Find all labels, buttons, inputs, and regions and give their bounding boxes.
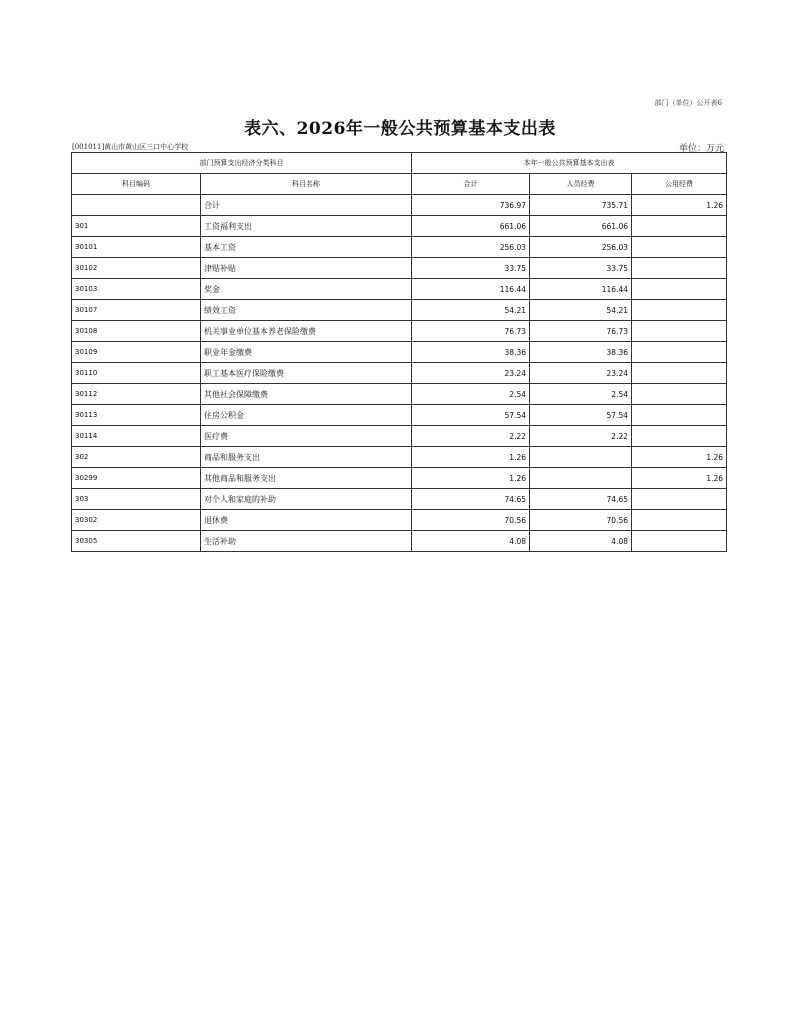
cell-personnel: 4.08 — [530, 531, 632, 552]
group-header-classification: 部门预算支出经济分类科目 — [72, 153, 412, 174]
cell-code: 30113 — [72, 405, 201, 426]
cell-public — [632, 321, 727, 342]
cell-personnel: 116.44 — [530, 279, 632, 300]
page-title: 表六、2026年一般公共预算基本支出表 — [244, 119, 556, 139]
cell-total: 23.24 — [412, 363, 530, 384]
table-row — [72, 468, 727, 489]
column-header-name: 科目名称 — [201, 174, 412, 195]
unit-label: 单位：万元 — [678, 144, 724, 154]
cell-name: 对个人和家庭的补助 — [201, 489, 412, 510]
cell-code: 30110 — [72, 363, 201, 384]
cell-public — [632, 510, 727, 531]
cell-code: 30109 — [72, 342, 201, 363]
cell-public — [632, 216, 727, 237]
cell-name: 基本工资 — [201, 237, 412, 258]
cell-personnel: 2.54 — [530, 384, 632, 405]
cell-code: 30114 — [72, 426, 201, 447]
cell-total: 57.54 — [412, 405, 530, 426]
cell-public — [632, 237, 727, 258]
cell-code: 30302 — [72, 510, 201, 531]
table-row — [72, 300, 727, 321]
table-group-header-row — [72, 153, 727, 174]
cell-name: 住房公积金 — [201, 405, 412, 426]
cell-personnel: 38.36 — [530, 342, 632, 363]
cell-public — [632, 258, 727, 279]
cell-public — [632, 426, 727, 447]
cell-name: 商品和服务支出 — [201, 447, 412, 468]
table-row — [72, 426, 727, 447]
org-label: [001011]黄山市黄山区三口中心学校 — [72, 143, 189, 151]
cell-code: 30101 — [72, 237, 201, 258]
cell-total: 116.44 — [412, 279, 530, 300]
table-row — [72, 510, 727, 531]
cell-total: 661.06 — [412, 216, 530, 237]
cell-name: 工资福利支出 — [201, 216, 412, 237]
table-column-header-row — [72, 174, 727, 195]
cell-public — [632, 300, 727, 321]
cell-name: 津贴补贴 — [201, 258, 412, 279]
cell-total: 70.56 — [412, 510, 530, 531]
table-row — [72, 489, 727, 510]
cell-personnel: 661.06 — [530, 216, 632, 237]
cell-public — [632, 405, 727, 426]
cell-personnel: 76.73 — [530, 321, 632, 342]
column-header-code: 科目编码 — [72, 174, 201, 195]
table-row — [72, 342, 727, 363]
cell-personnel: 2.22 — [530, 426, 632, 447]
cell-total: 736.97 — [412, 195, 530, 216]
table-row — [72, 195, 727, 216]
cell-public: 1.26 — [632, 195, 727, 216]
cell-public — [632, 489, 727, 510]
cell-code: 30103 — [72, 279, 201, 300]
cell-personnel: 74.65 — [530, 489, 632, 510]
column-header-total: 合计 — [412, 174, 530, 195]
cell-name: 生活补助 — [201, 531, 412, 552]
cell-name: 奖金 — [201, 279, 412, 300]
cell-code: 30305 — [72, 531, 201, 552]
cell-name: 其他商品和服务支出 — [201, 468, 412, 489]
cell-code: 30107 — [72, 300, 201, 321]
cell-public — [632, 342, 727, 363]
cell-code: 30299 — [72, 468, 201, 489]
cell-name: 职工基本医疗保险缴费 — [201, 363, 412, 384]
cell-personnel: 54.21 — [530, 300, 632, 321]
table-row — [72, 384, 727, 405]
cell-public: 1.26 — [632, 468, 727, 489]
cell-total: 2.54 — [412, 384, 530, 405]
cell-total: 74.65 — [412, 489, 530, 510]
cell-code: 30102 — [72, 258, 201, 279]
table-row — [72, 447, 727, 468]
cell-total: 1.26 — [412, 447, 530, 468]
column-header-personnel: 人员经费 — [530, 174, 632, 195]
cell-name: 医疗费 — [201, 426, 412, 447]
table-row — [72, 279, 727, 300]
cell-personnel: 57.54 — [530, 405, 632, 426]
cell-name: 绩效工资 — [201, 300, 412, 321]
group-header-basic-expenditure: 本年一般公共预算基本支出表 — [412, 153, 727, 174]
cell-name: 机关事业单位基本养老保险缴费 — [201, 321, 412, 342]
cell-code — [72, 195, 201, 216]
cell-name: 其他社会保障缴费 — [201, 384, 412, 405]
cell-personnel — [530, 468, 632, 489]
table-row — [72, 237, 727, 258]
cell-code: 30108 — [72, 321, 201, 342]
table-row — [72, 321, 727, 342]
cell-total: 1.26 — [412, 468, 530, 489]
cell-name: 合计 — [201, 195, 412, 216]
cell-personnel: 23.24 — [530, 363, 632, 384]
cell-total: 54.21 — [412, 300, 530, 321]
cell-personnel: 735.71 — [530, 195, 632, 216]
table-row — [72, 405, 727, 426]
cell-total: 4.08 — [412, 531, 530, 552]
cell-total: 2.22 — [412, 426, 530, 447]
budget-table — [71, 152, 727, 552]
cell-name: 退休费 — [201, 510, 412, 531]
cell-public — [632, 384, 727, 405]
cell-total: 256.03 — [412, 237, 530, 258]
cell-name: 职业年金缴费 — [201, 342, 412, 363]
cell-personnel: 33.75 — [530, 258, 632, 279]
table-row — [72, 216, 727, 237]
table-row — [72, 531, 727, 552]
table-row — [72, 258, 727, 279]
cell-code: 303 — [72, 489, 201, 510]
cell-personnel: 70.56 — [530, 510, 632, 531]
cell-code: 302 — [72, 447, 201, 468]
cell-total: 38.36 — [412, 342, 530, 363]
cell-total: 33.75 — [412, 258, 530, 279]
cell-public: 1.26 — [632, 447, 727, 468]
cell-total: 76.73 — [412, 321, 530, 342]
cell-personnel — [530, 447, 632, 468]
cell-public — [632, 531, 727, 552]
table-row — [72, 363, 727, 384]
cell-public — [632, 363, 727, 384]
column-header-public: 公用经费 — [632, 174, 727, 195]
cell-code: 30112 — [72, 384, 201, 405]
page-label: 部门（单位）公开表6 — [654, 99, 722, 107]
cell-code: 301 — [72, 216, 201, 237]
cell-personnel: 256.03 — [530, 237, 632, 258]
cell-public — [632, 279, 727, 300]
table-body — [72, 195, 727, 552]
